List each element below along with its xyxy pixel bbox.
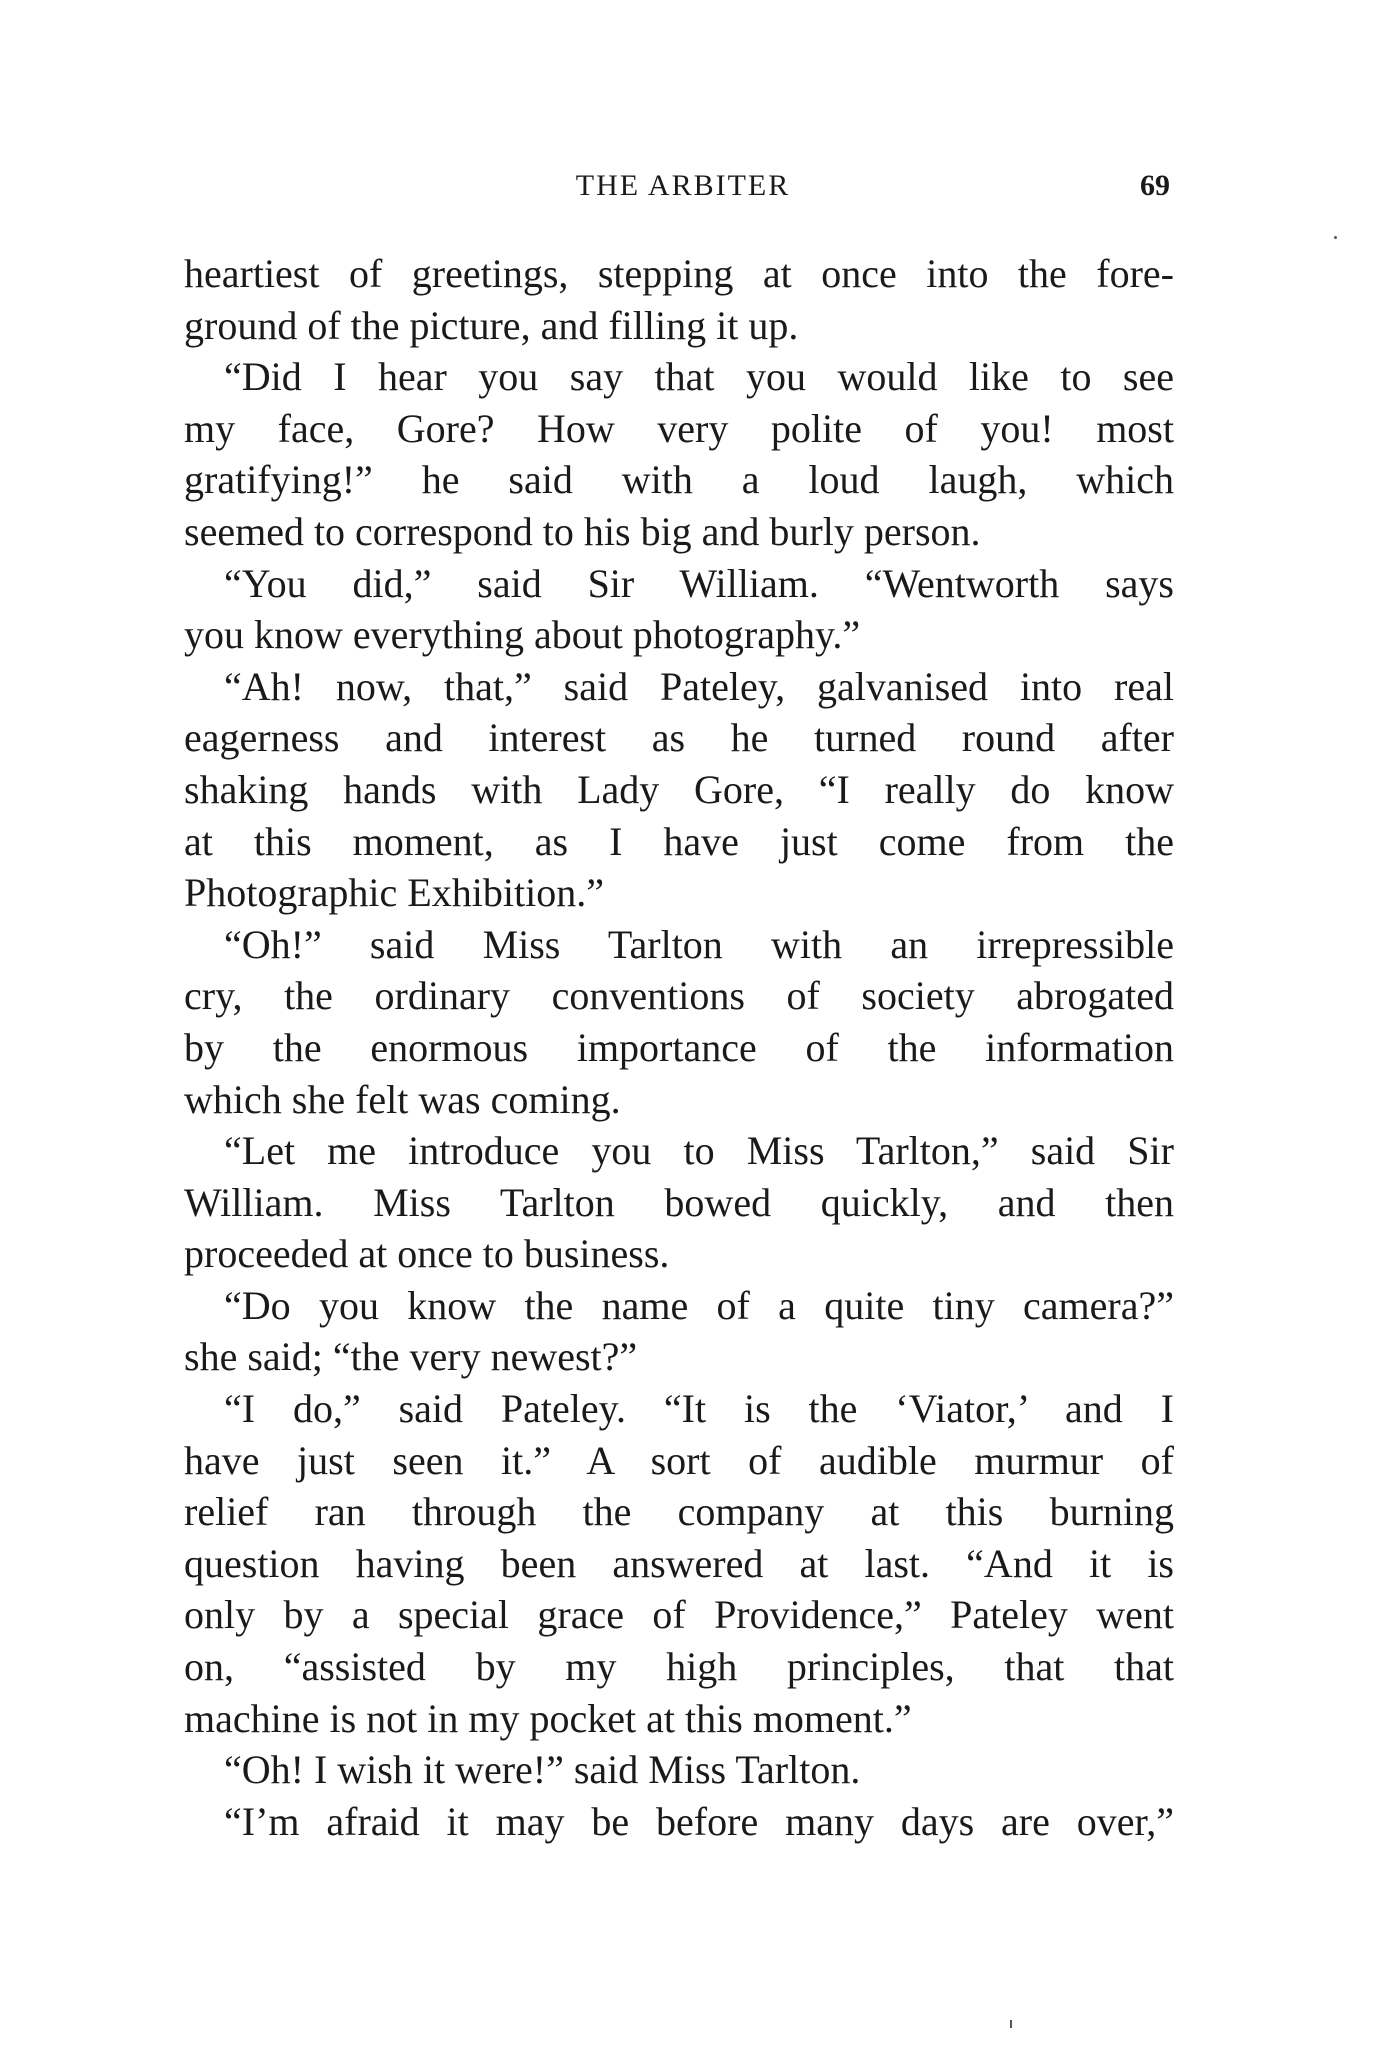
margin-speck bbox=[1334, 236, 1337, 239]
text-line: proceeded at once to business. bbox=[184, 1231, 670, 1277]
text-line: “I do,” said Pateley. “It is the ‘Viator,’ and I bbox=[224, 1386, 1174, 1432]
text-line: “Did I hear you say that you would like to see bbox=[224, 354, 1174, 400]
text-line: “Let me introduce you to Miss Tarlton,” said Sir bbox=[224, 1128, 1174, 1174]
page-number: 69 bbox=[1140, 169, 1170, 202]
text-line: ground of the picture, and filling it up. bbox=[184, 302, 799, 348]
text-line: “Oh! I wish it were!” said Miss Tarlton. bbox=[224, 1747, 861, 1793]
text-line: William. Miss Tarlton bowed quickly, and then bbox=[184, 1179, 1174, 1225]
text-line: my face, Gore? How very polite of you! most bbox=[184, 405, 1174, 451]
text-line: eagerness and interest as he turned round after bbox=[184, 715, 1174, 761]
text-line: have just seen it.” A sort of audible murmur of bbox=[184, 1437, 1174, 1483]
text-line: heartiest of greetings, stepping at once into the fore- bbox=[184, 251, 1174, 296]
text-line: you know everything about photography.” bbox=[184, 612, 861, 658]
text-line: Photographic Exhibition.” bbox=[184, 870, 604, 916]
text-line: “Oh!” said Miss Tarlton with an irrepressible bbox=[224, 921, 1174, 967]
text-line: question having been answered at last. “And it is bbox=[184, 1540, 1174, 1586]
text-line: seemed to correspond to his big and burly person. bbox=[184, 508, 981, 554]
text-line: “Do you know the name of a quite tiny camera?” bbox=[224, 1282, 1174, 1328]
text-line: she said; “the very newest?” bbox=[184, 1334, 638, 1380]
text-line: shaking hands with Lady Gore, “I really do know bbox=[184, 766, 1174, 812]
running-title: THE ARBITER bbox=[575, 169, 791, 202]
text-line: “I’m afraid it may be before many days are over,” bbox=[224, 1798, 1174, 1844]
margin-speck bbox=[1010, 2020, 1012, 2028]
text-line: cry, the ordinary conventions of society abrogated bbox=[184, 973, 1174, 1019]
text-line: “Ah! now, that,” said Pateley, galvanised into real bbox=[224, 663, 1174, 709]
body-text bbox=[184, 248, 1174, 1847]
text-line: which she felt was coming. bbox=[184, 1076, 621, 1122]
text-line: “You did,” said Sir William. “Wentworth says bbox=[224, 560, 1174, 606]
text-line: machine is not in my pocket at this moment.” bbox=[184, 1695, 912, 1741]
text-line: on, “assisted by my high principles, that that bbox=[184, 1644, 1174, 1690]
text-line: only by a special grace of Providence,” Pateley went bbox=[184, 1592, 1174, 1638]
text-line: by the enormous importance of the information bbox=[184, 1024, 1174, 1070]
page-header bbox=[188, 166, 1178, 206]
text-line: at this moment, as I have just come from the bbox=[184, 818, 1174, 864]
text-line: gratifying!” he said with a loud laugh, which bbox=[184, 457, 1174, 503]
text-line: relief ran through the company at this burning bbox=[184, 1489, 1174, 1535]
